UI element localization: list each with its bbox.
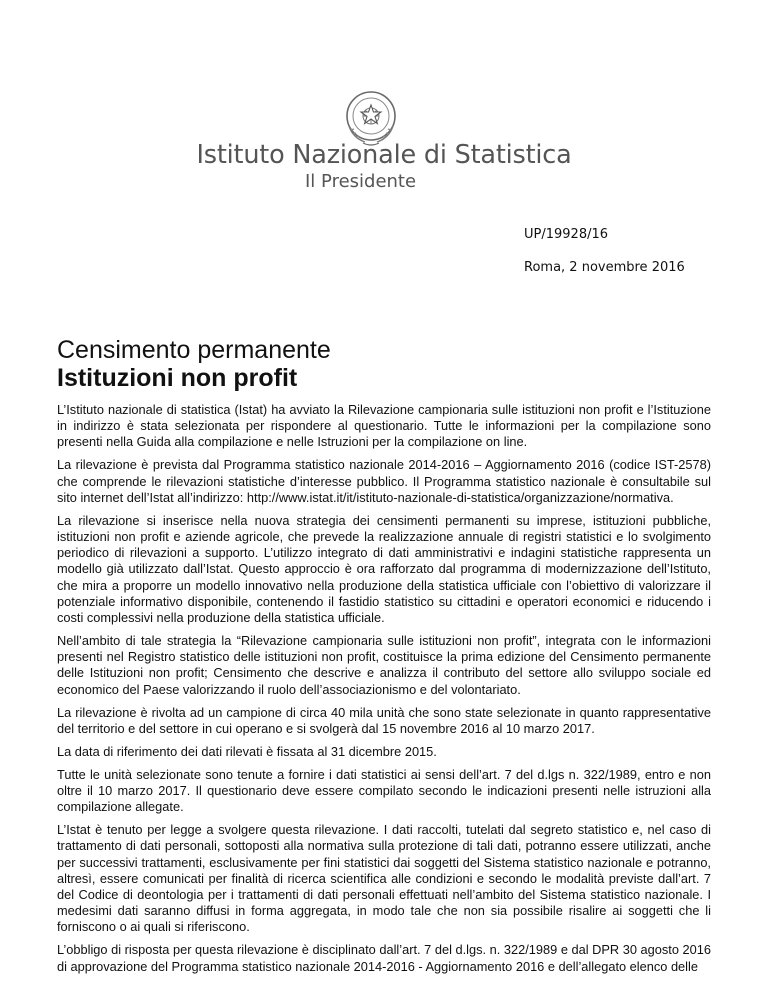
document-title-line1: Censimento permanente [57, 336, 331, 364]
document-body [57, 402, 711, 982]
paragraph: L’obbligo di risposta per questa rilevazione è disciplinato dall’art. 7 del d.lgs. n. 322/1989 e dal DPR 30 agosto 2016 di approvazione del Programma statistico nazionale 2014-2016 - Aggiornamento 2016 e dell’allegato elenco delle [57, 942, 711, 974]
paragraph: La rilevazione è prevista dal Programma statistico nazionale 2014-2016 – Aggiornamento 2016 (codice IST-2578) che comprende le rilevazioni statistiche d’interesse pubblico. Il Programma statistico nazionale è consultabile sul sito internet dell’Istat all’indirizzo: http://www.istat.it/it/istituto-nazionale-di-statistica/organizzazione/normativa. [57, 457, 711, 505]
paragraph: La data di riferimento dei dati rilevati è fissata al 31 dicembre 2015. [57, 743, 437, 759]
paragraph: L’Istituto nazionale di statistica (Istat) ha avviato la Rilevazione campionaria sulle istituzioni non profit e l’Istituzione in indirizzo è stata selezionata per rispondere al questionario. Tutte le informazioni per la compilazione sono presenti nella Guida alla compilazione e nelle Istruzioni per la compilazione on line. [57, 402, 711, 450]
paragraph: L’Istat è tenuto per legge a svolgere questa rilevazione. I dati raccolti, tutelati dal segreto statistico e, nel caso di trattamento di dati personali, sottoposti alla normativa sulla protezione di tali dati, potranno essere utilizzati, anche per successivi trattamenti, esclusivamente per fini statistici dai soggetti del Sistema statistico nazionale e potranno, altresì, essere comunicati per finalità di ricerca scientifica alle condizioni e secondo le modalità previste dall’art. 7 del Codice di deontologia per i trattamenti di dati personali effettuati nell’ambito del Sistema statistico nazionale. I medesimi dati saranno diffusi in forma aggregata, in modo tale che non sia possibile risalire ai soggetti che li forniscono o ai quali si riferiscono. [57, 822, 711, 935]
place-date: Roma, 2 novembre 2016 [524, 260, 685, 275]
republic-emblem-icon [343, 88, 399, 148]
paragraph: La rilevazione si inserisce nella nuova strategia dei censimenti permanenti su imprese, istituzioni pubbliche, istituzioni non profit e aziende agricole, che prevede la realizzazione annuale di registri statistici e lo svolgimento periodico di rilevazioni a supporto. L’utilizzo integrato di dati amministrativi e indagini statistiche rappresenta un modello già utilizzato dall’Istat. Questo approccio è ora rafforzato dal programma di modernizzazione dell’Istituto, che mira a proporre un modello innovativo nella produzione della statistica ufficiale con l’obiettivo di valorizzare il potenziale informativo disponibile, contenendo il fastidio statistico su cittadini e operatori economici e riducendo i costi complessivi nella produzione della statistica ufficiale. [57, 512, 711, 626]
institute-subtitle: Il Presidente [305, 171, 417, 192]
paragraph: Nell’ambito di tale strategia la “Rilevazione campionaria sulle istituzioni non profit”, integrata con le informazioni presenti nel Registro statistico delle istituzioni non profit, costituisce la prima edizione del Censimento permanente delle Istituzioni non profit; Censimento che descrive e analizza il contributo del settore allo sviluppo sociale ed economico del Paese valorizzando il ruolo dell’associazionismo e del volontariato. [57, 633, 711, 697]
paragraph: Tutte le unità selezionate sono tenute a fornire i dati statistici ai sensi dell’art. 7 del d.lgs n. 322/1989, entro e non oltre il 10 marzo 2017. Il questionario deve essere compilato secondo le indicazioni presenti nelle istruzioni alla compilazione allegate. [57, 766, 711, 815]
document-title-line2: Istituzioni non profit [57, 364, 298, 392]
protocol-number: UP/19928/16 [524, 227, 609, 242]
paragraph: La rilevazione è rivolta ad un campione di circa 40 mila unità che sono state selezionate in quanto rappresentative del territorio e del settore in cui operano e si svolgerà dal 15 novembre 2016 al 10 marzo 2017. [57, 704, 711, 736]
institute-name: Istituto Nazionale di Statistica [196, 140, 572, 170]
